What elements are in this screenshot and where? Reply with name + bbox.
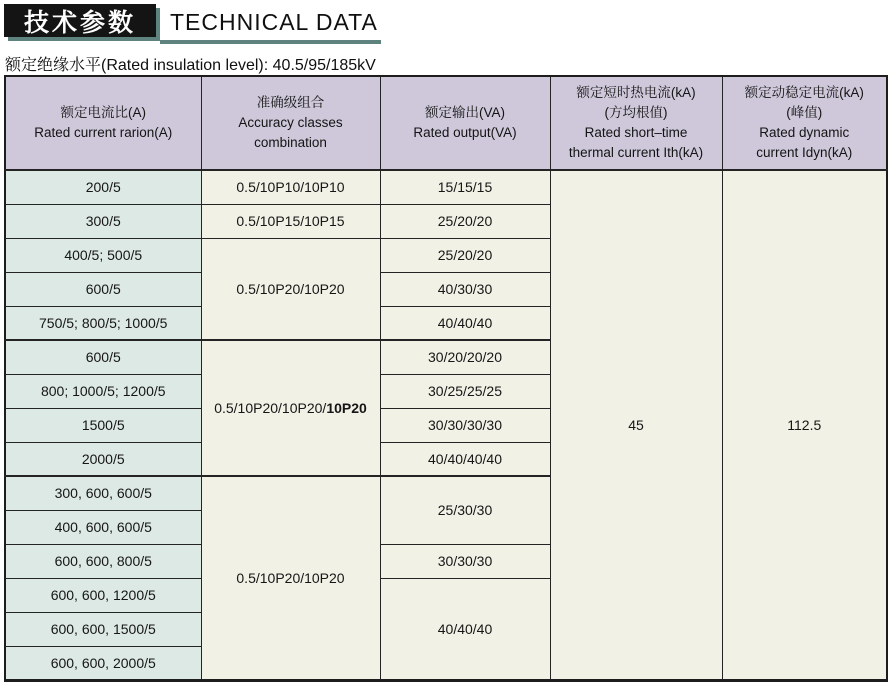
header-line: thermal current Ith(kA) — [568, 145, 704, 161]
output-cell: 40/40/40 — [380, 306, 550, 340]
ratio-cell: 400/5; 500/5 — [5, 238, 201, 272]
header-line: 准确级组合 — [256, 94, 325, 110]
header-line: 额定动稳定电流(kA) — [744, 84, 864, 100]
ratio-cell: 300/5 — [5, 204, 201, 238]
short-time-current-value-cell: 45 — [550, 170, 722, 680]
header-line: (方均根值) — [604, 104, 668, 120]
output-cell: 30/20/20/20 — [380, 340, 550, 374]
accuracy-text-bold: 10P20 — [326, 400, 367, 416]
accuracy-cell — [201, 340, 380, 476]
col-header-rated-output — [380, 76, 550, 170]
accuracy-text: 0.5/10P20/10P20/ — [214, 400, 327, 416]
output-cell: 30/30/30/30 — [380, 408, 550, 442]
ratio-cell: 600, 600, 1500/5 — [5, 612, 201, 646]
section-title-box — [4, 4, 156, 37]
dynamic-current-value-cell: 112.5 — [722, 170, 887, 680]
output-cell: 30/25/25/25 — [380, 374, 550, 408]
col-header-accuracy-classes — [201, 76, 380, 170]
col-header-rated-current-ratio — [5, 76, 201, 170]
header-line: Rated short–time — [584, 125, 688, 140]
output-cell: 40/40/40/40 — [380, 442, 550, 476]
ratio-cell: 600, 600, 1200/5 — [5, 578, 201, 612]
col-header-dynamic-current — [722, 76, 887, 170]
ratio-cell: 400, 600, 600/5 — [5, 510, 201, 544]
col-header-short-time-thermal-current — [550, 76, 722, 170]
output-cell: 40/30/30 — [380, 272, 550, 306]
ratio-cell: 750/5; 800/5; 1000/5 — [5, 306, 201, 340]
ratio-cell: 800; 1000/5; 1200/5 — [5, 374, 201, 408]
page-title-cn: 技术参数 — [23, 8, 136, 37]
accuracy-cell: 0.5/10P20/10P20 — [201, 238, 380, 340]
output-cell: 15/15/15 — [380, 170, 550, 204]
ratio-cell: 200/5 — [5, 170, 201, 204]
header-line: current Idyn(kA) — [756, 145, 853, 161]
header-row — [5, 76, 887, 170]
ratio-cell: 600, 600, 800/5 — [5, 544, 201, 578]
ratio-cell: 300, 600, 600/5 — [5, 476, 201, 510]
ratio-cell: 600/5 — [5, 340, 201, 374]
header-line: Rated dynamic — [759, 125, 850, 140]
technical-data-table — [4, 75, 888, 682]
table-row — [5, 170, 887, 204]
header-line: combination — [254, 135, 327, 151]
accuracy-cell: 0.5/10P20/10P20 — [201, 476, 380, 680]
header-line: Rated output(VA) — [413, 125, 517, 140]
page-title-en: TECHNICAL DATA — [170, 9, 378, 35]
title-underline — [160, 40, 381, 44]
ratio-cell: 1500/5 — [5, 408, 201, 442]
output-cell: 25/20/20 — [380, 204, 550, 238]
accuracy-cell: 0.5/10P10/10P10 — [201, 170, 380, 204]
output-cell: 40/40/40 — [380, 578, 550, 680]
accuracy-cell: 0.5/10P15/10P15 — [201, 204, 380, 238]
output-cell: 25/20/20 — [380, 238, 550, 272]
output-cell: 30/30/30 — [380, 544, 550, 578]
header-line: 额定输出(VA) — [425, 104, 505, 120]
header-line: (峰值) — [786, 104, 823, 120]
ratio-cell: 2000/5 — [5, 442, 201, 476]
rated-insulation-level-line: 额定绝缘水平(Rated insulation level): 40.5/95/185kV — [5, 57, 376, 74]
header-line: Rated current rarion(A) — [34, 125, 173, 140]
header-line: Accuracy classes — [238, 114, 343, 130]
output-cell: 25/30/30 — [380, 476, 550, 544]
ratio-cell: 600, 600, 2000/5 — [5, 646, 201, 680]
header-line: 额定短时热电流(kA) — [576, 84, 696, 100]
ratio-cell: 600/5 — [5, 272, 201, 306]
header-line: 额定电流比(A) — [60, 104, 146, 120]
